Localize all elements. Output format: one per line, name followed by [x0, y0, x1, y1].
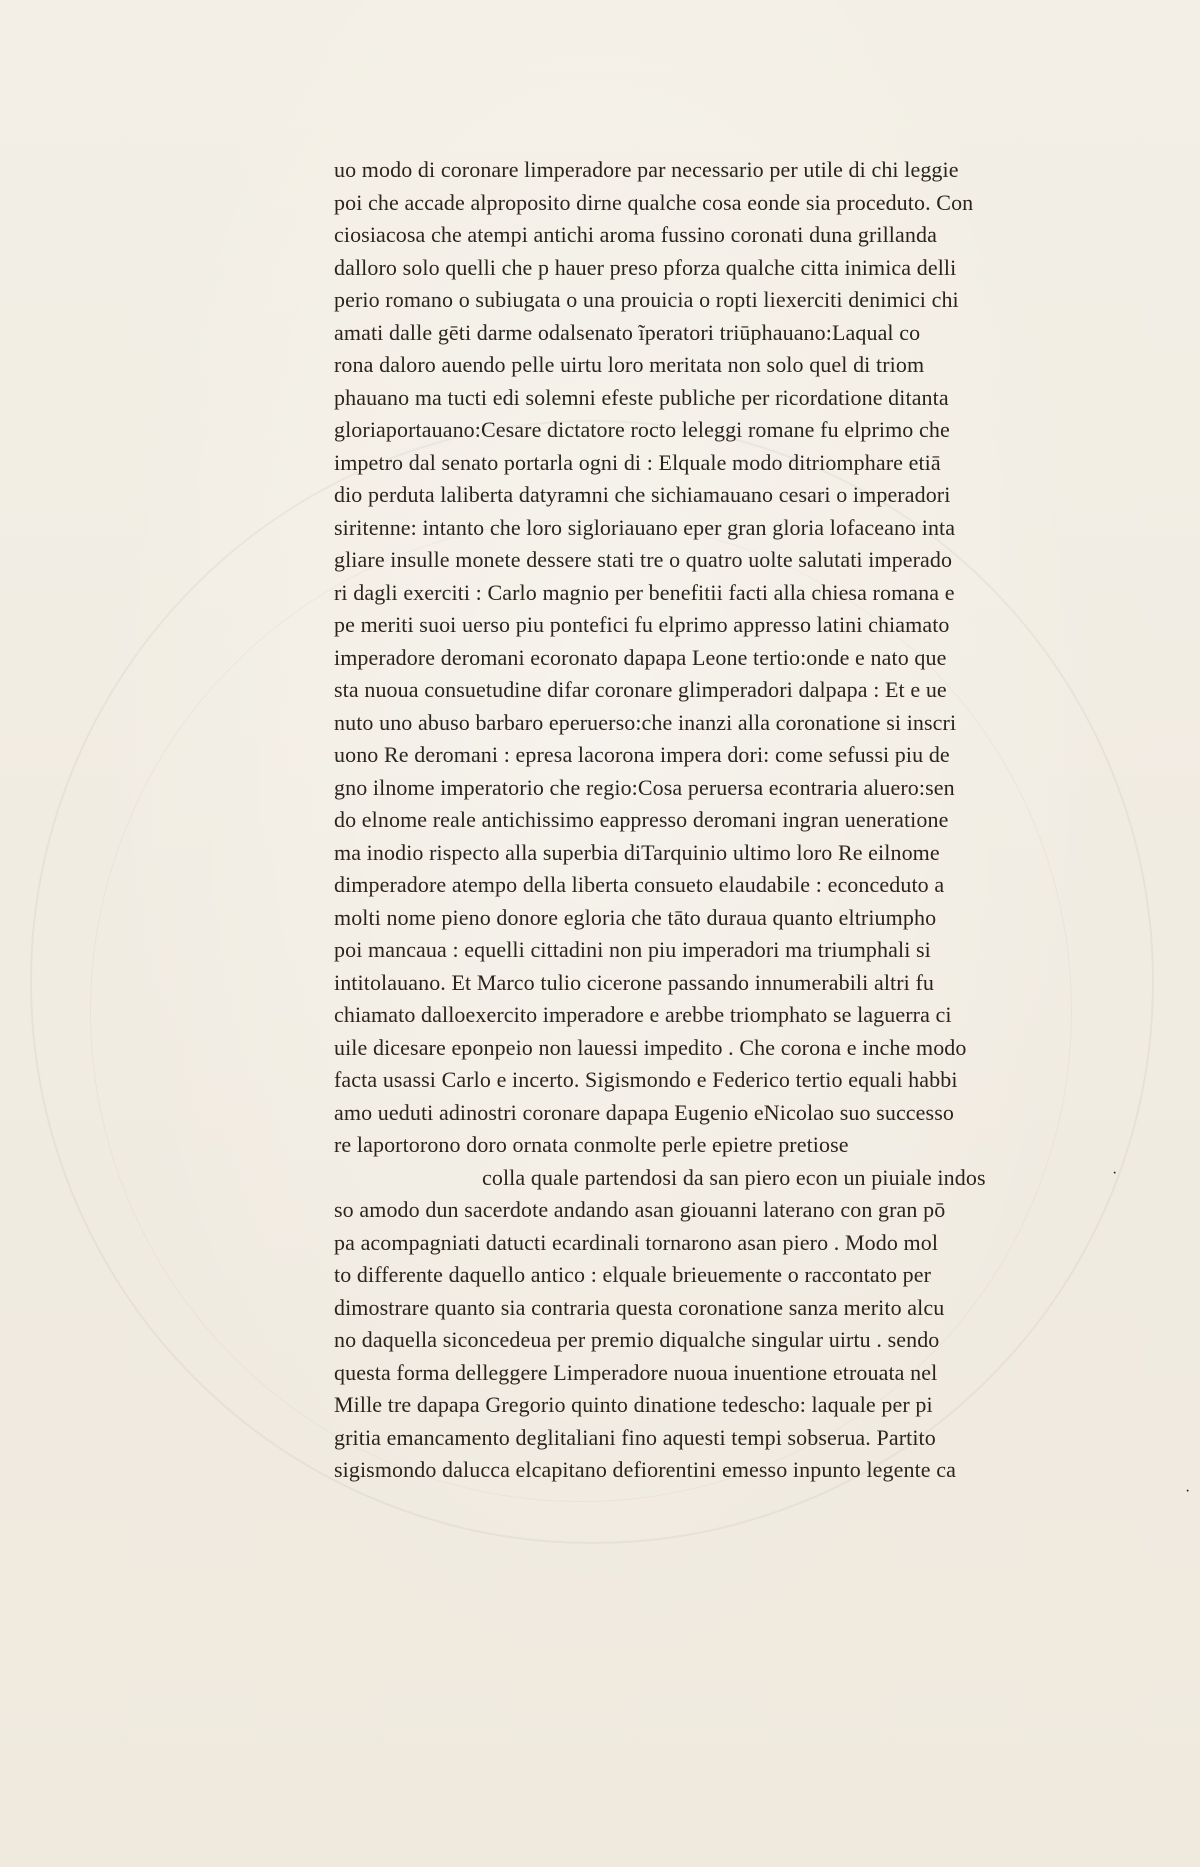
text-line: so amodo dun sacerdote andando asan giouanni laterano con gran pō — [334, 1197, 946, 1222]
text-line-indented: colla quale partendosi da san piero econ un piuiale indos — [482, 1164, 986, 1190]
text-line: gloriaportauano:Cesare dictatore rocto leleggi romane fu elprimo che — [334, 417, 950, 442]
ink-speck: · — [1112, 1165, 1118, 1182]
text-line: pa acompagniati datucti ecardinali tornarono asan piero . Modo mol — [334, 1229, 939, 1255]
text-line: siritenne: intanto che loro sigloriauano eper gran gloria lofaceano inta — [334, 514, 956, 540]
text-line: impetro dal senato portarla ogni di : Elquale modo ditriomphare etiā — [334, 449, 941, 475]
text-line: gno ilnome imperatorio che regio:Cosa peruersa econtraria aluero:sen — [334, 774, 955, 800]
text-line: molti nome pieno donore egloria che tāto duraua quanto eltriumpho — [334, 904, 937, 930]
text-line: do elnome reale antichissimo eappresso deromani ingran ueneratione — [334, 807, 949, 832]
ink-speck: · — [1185, 1483, 1191, 1500]
text-line: to differente daquello antico : elquale brieuemente o raccontato per — [334, 1262, 932, 1287]
text-line: imperadore deromani ecoronato dapapa Leone tertio:onde e nato que — [334, 644, 947, 670]
text-line: rona daloro auendo pelle uirtu loro meritata non solo quel di triom — [334, 352, 925, 377]
text-line: uono Re deromani : epresa lacorona impera dori: come sefussi piu de — [334, 742, 950, 767]
text-line: uo modo di coronare limperadore par necessario per utile di chi leggie — [334, 157, 959, 182]
text-line: questa forma delleggere Limperadore nuoua inuentione etrouata nel — [334, 1359, 938, 1385]
text-line: poi che accade alproposito dirne qualche cosa eonde sia proceduto. Con — [334, 189, 974, 215]
text-line: chiamato dalloexercito imperadore e arebbe triomphato se laguerra ci — [334, 1002, 952, 1027]
text-line: poi mancaua : equelli cittadini non piu imperadori ma triumphali si — [334, 937, 931, 962]
text-line: dalloro solo quelli che p hauer preso pforza qualche citta inimica delli — [334, 254, 957, 280]
text-line: re laportorono doro ornata conmolte perle epietre pretiose — [334, 1132, 849, 1157]
text-line: dio perduta laliberta datyramni che sichiamauano cesari o imperadori — [334, 482, 951, 507]
text-line: dimperadore atempo della liberta consueto elaudabile : econceduto a — [334, 872, 945, 897]
text-line: ma inodio rispecto alla superbia diTarquinio ultimo loro Re eilnome — [334, 839, 940, 865]
text-line: no daquella siconcedeua per premio diqualche singular uirtu . sendo — [334, 1327, 940, 1352]
text-line: amati dalle gēti darme odalsenato ĩperatori triūphauano:Laqual co — [334, 319, 921, 345]
text-line: ri dagli exerciti : Carlo magnio per benefitii facti alla chiesa romana e — [334, 579, 955, 605]
text-line: facta usassi Carlo e incerto. Sigismondo e Federico tertio equali habbi — [334, 1067, 958, 1092]
text-line: sigismondo dalucca elcapitano defiorentini emesso inpunto legente ca — [334, 1457, 956, 1482]
text-line: nuto uno abuso barbaro eperuerso:che inanzi alla coronatione si inscri — [334, 709, 957, 735]
text-line: intitolauano. Et Marco tulio cicerone passando innumerabili altri fu — [334, 969, 935, 995]
text-line: gritia emancamento deglitaliani fino aquesti tempi sobserua. Partito — [334, 1424, 936, 1450]
text-line: Mille tre dapapa Gregorio quinto dinatione tedescho: laquale per pi — [334, 1392, 933, 1417]
text-line: perio romano o subiugata o una prouicia o ropti liexerciti denimici chi — [334, 287, 959, 312]
text-line: gliare insulle monete dessere stati tre o quatro uolte salutati imperado — [334, 547, 953, 572]
text-line: uile dicesare eponpeio non lauessi impedito . Che corona e inche modo — [334, 1034, 967, 1060]
text-line: sta nuoua consuetudine difar coronare glimperadori dalpapa : Et e ue — [334, 677, 947, 702]
text-line: phauano ma tucti edi solemni efeste publiche per ricordatione ditanta — [334, 384, 949, 410]
text-line: dimostrare quanto sia contraria questa coronatione sanza merito alcu — [334, 1294, 945, 1320]
text-line: pe meriti suoi uerso piu pontefici fu elprimo appresso latini chiamato — [334, 612, 950, 637]
text-column — [334, 154, 1124, 1487]
text-line: ciosiacosa che atempi antichi aroma fussino coronati duna grillanda — [334, 222, 937, 247]
text-line: amo ueduti adinostri coronare dapapa Eugenio eNicolao suo successo — [334, 1099, 954, 1125]
